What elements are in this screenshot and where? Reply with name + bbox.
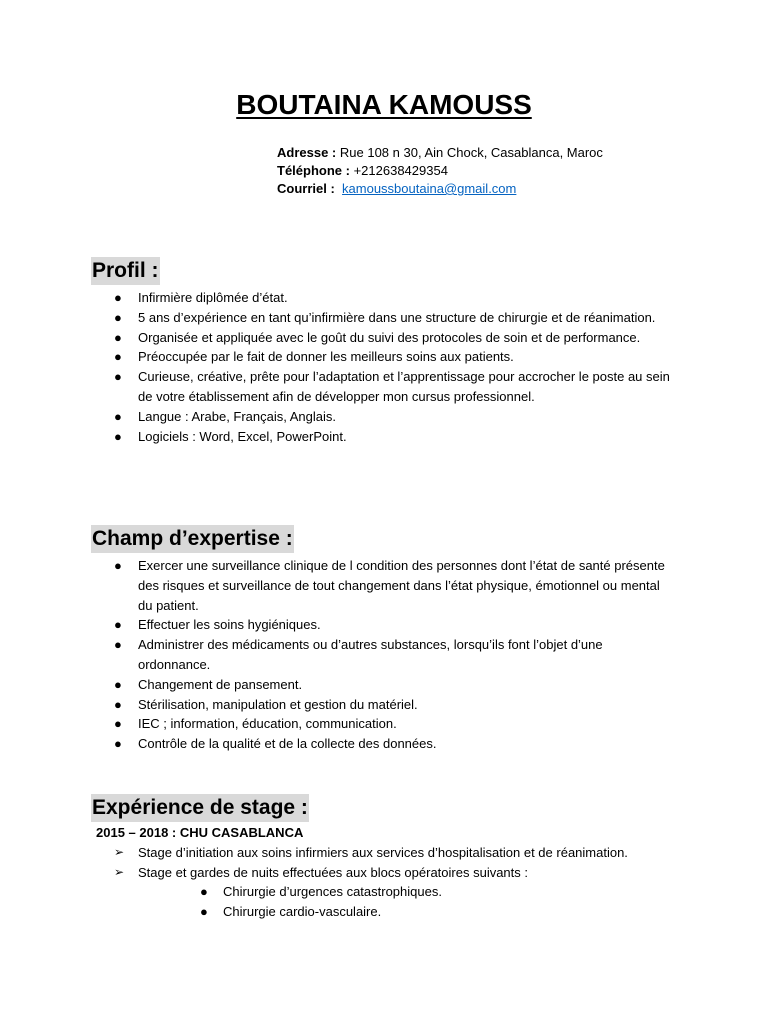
bullet-icon: ● bbox=[114, 290, 122, 305]
address-label: Adresse : bbox=[277, 145, 337, 160]
candidate-name-text: BOUTAINA KAMOUSS bbox=[236, 89, 532, 120]
bullet-icon: ● bbox=[114, 696, 122, 712]
bullet-icon: ● bbox=[114, 558, 122, 573]
list-item bbox=[0, 556, 673, 615]
list-item-text: Curieuse, créative, prête pour l’adaptation et l’apprentissage pour accrocher le poste au sein de votre établissement afin de développer mon cursus professionnel. bbox=[138, 369, 670, 404]
candidate-name bbox=[0, 88, 768, 122]
bullet-icon: ● bbox=[114, 676, 122, 692]
list-item-text: 5 ans d’expérience en tant qu’infirmière dans une structure de chirurgie et de réanimation. bbox=[138, 309, 656, 325]
bullet-icon: ● bbox=[114, 309, 122, 325]
list-item-text: Administrer des médicaments ou d’autres substances, lorsqu’ils font l’objet d’une ordonnance. bbox=[138, 637, 603, 672]
list-item bbox=[0, 367, 673, 407]
list-item bbox=[0, 843, 628, 863]
list-item bbox=[0, 288, 673, 308]
stage-sub-list bbox=[0, 882, 442, 922]
arrow-bullet-icon: ➢ bbox=[114, 864, 125, 879]
list-item bbox=[0, 427, 673, 447]
list-item-text: IEC ; information, éducation, communication. bbox=[138, 716, 397, 732]
list-item-text: Chirurgie cardio-vasculaire. bbox=[223, 903, 382, 919]
list-item bbox=[0, 695, 673, 715]
list-item bbox=[0, 714, 673, 734]
bullet-icon: ● bbox=[200, 903, 208, 919]
bullet-icon: ● bbox=[114, 617, 122, 633]
stage-heading: Expérience de stage : bbox=[91, 794, 309, 822]
list-item-text: Infirmière diplômée d’état. bbox=[138, 290, 288, 305]
email-row bbox=[277, 180, 603, 198]
list-item-text: Stérilisation, manipulation et gestion du matériel. bbox=[138, 696, 418, 712]
list-item bbox=[0, 902, 442, 922]
list-item-text: Langue : Arabe, Français, Anglais. bbox=[138, 408, 337, 424]
list-item bbox=[0, 675, 673, 695]
stage-list bbox=[0, 843, 628, 883]
profil-list bbox=[0, 288, 673, 446]
list-item-text: Préoccupée par le fait de donner les meilleurs soins aux patients. bbox=[138, 349, 514, 365]
phone-label: Téléphone : bbox=[277, 163, 350, 178]
list-item-text: Exercer une surveillance clinique de l condition des personnes dont l’état de santé présente des risques et surveillance de tout changement dans l’état physique, émotionnel ou mental du patient. bbox=[138, 558, 665, 613]
arrow-bullet-icon: ➢ bbox=[114, 845, 125, 859]
expertise-list bbox=[0, 556, 673, 754]
list-item-text: Effectuer les soins hygiéniques. bbox=[138, 617, 321, 633]
list-item-text: Changement de pansement. bbox=[138, 676, 303, 692]
email-link[interactable]: kamoussboutaina@gmail.com bbox=[342, 181, 517, 196]
bullet-icon: ● bbox=[114, 349, 122, 365]
email-label: Courriel : bbox=[277, 181, 335, 196]
list-item-text: Contrôle de la qualité et de la collecte des données. bbox=[138, 736, 437, 752]
phone-value: +212638429354 bbox=[353, 163, 448, 178]
bullet-icon: ● bbox=[114, 408, 122, 424]
list-item bbox=[0, 635, 673, 675]
bullet-icon: ● bbox=[114, 716, 122, 732]
list-item bbox=[0, 407, 673, 427]
stage-period: 2015 – 2018 : CHU CASABLANCA bbox=[96, 825, 304, 840]
list-item-text: Logiciels : Word, Excel, PowerPoint. bbox=[138, 428, 347, 444]
contact-block bbox=[277, 144, 603, 198]
list-item-text: Stage d’initiation aux soins infirmiers aux services d’hospitalisation et de réanimation. bbox=[138, 845, 628, 860]
list-item bbox=[0, 734, 673, 754]
list-item bbox=[0, 308, 673, 328]
list-item bbox=[0, 347, 673, 367]
list-item bbox=[0, 328, 673, 348]
bullet-icon: ● bbox=[114, 329, 122, 345]
bullet-icon: ● bbox=[114, 637, 122, 653]
list-item-text: Chirurgie d’urgences catastrophiques. bbox=[223, 884, 442, 899]
list-item bbox=[0, 863, 628, 883]
list-item-text: Organisée et appliquée avec le goût du suivi des protocoles de soin et de performance. bbox=[138, 329, 641, 345]
address-value: Rue 108 n 30, Ain Chock, Casablanca, Maroc bbox=[339, 145, 603, 160]
bullet-icon: ● bbox=[200, 884, 208, 899]
bullet-icon: ● bbox=[114, 736, 122, 752]
expertise-heading: Champ d’expertise : bbox=[91, 525, 294, 553]
bullet-icon: ● bbox=[114, 369, 122, 385]
list-item-text: Stage et gardes de nuits effectuées aux blocs opératoires suivants : bbox=[138, 864, 528, 880]
profil-heading: Profil : bbox=[91, 257, 160, 285]
bullet-icon: ● bbox=[114, 428, 122, 444]
list-item bbox=[0, 615, 673, 635]
list-item bbox=[0, 882, 442, 902]
phone-row bbox=[277, 162, 603, 180]
address-row bbox=[277, 144, 603, 162]
